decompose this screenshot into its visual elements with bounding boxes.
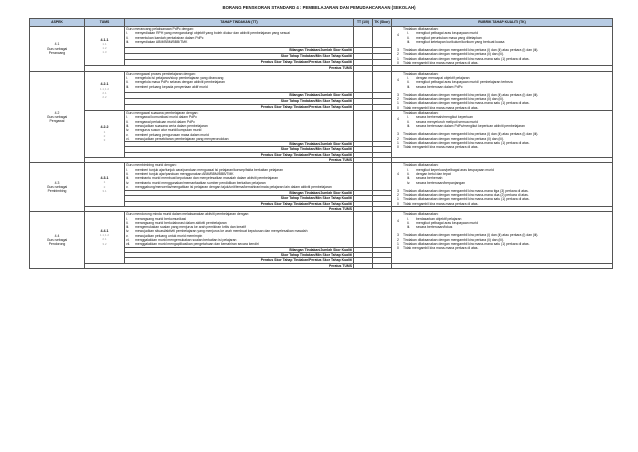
rubric-line — [393, 145, 611, 149]
score-label-bilangan: Bilangan Tindakan/Jumlah Skor Kualiti — [125, 48, 354, 54]
item-text: mewujudkan peluang untuk murid memimpin — [135, 233, 203, 238]
rubric-top — [393, 111, 611, 128]
score-label-bilangan: Bilangan Tindakan/Jumlah Skor Kualiti — [125, 247, 354, 252]
item-text: merangsang murid berkolaborasi dalam aktiviti pembelajaran — [135, 220, 227, 225]
rubric-line-score: 2 — [397, 52, 399, 57]
item-text: menyediakan ABM/BBM/BBB/TMK — [135, 39, 188, 44]
rubric-item-number: iii. — [407, 84, 411, 89]
tindakan-list — [126, 31, 352, 44]
rubric-item — [403, 225, 611, 229]
tums-cell — [85, 71, 125, 110]
item-text: mengelola isi pelajaran/skop pembelajaran yang dirancang — [135, 75, 224, 80]
rubric-line-score: 0 — [397, 61, 399, 66]
tindakan-list — [126, 217, 352, 247]
item-number: iv. — [126, 229, 130, 234]
item-text: mewujudkan persekitaran pembelajaran yang menyeronokkan — [135, 136, 229, 141]
tums-sub: 1.2 — [102, 46, 107, 51]
tindakan-item — [126, 85, 352, 89]
rubric-item-text: dengan betul dan tepat — [416, 171, 451, 176]
rubric-item-text: mengikut keperluan/pelbagai aras keupayaan murid — [416, 167, 494, 172]
score-label-skor: Skor Tahap Tindakan/Min Skor Tahap Kualiti — [125, 147, 354, 152]
rubric-line-score: 1 — [397, 197, 399, 202]
rubric-line-score: 1 — [397, 56, 399, 61]
tindakan-list — [126, 115, 352, 141]
score-label-skor: Skor Tahap Tindakan/Min Skor Tahap Kualiti — [125, 54, 354, 60]
table-row — [30, 111, 613, 142]
rubric-top-body — [403, 163, 611, 184]
aspek-label: 4.2 Guru sebagai Pengawal — [46, 110, 68, 124]
rubric-line-text: Tindakan dilaksanakan dengan mengambil kira perkara (i) dan (ii) atau perkara (i) dan (iii). — [403, 92, 539, 97]
rubric-line-text: Tindakan dilaksanakan dengan mengambil kira perkara (ii) dan (iii). — [403, 52, 504, 57]
rubric-line-score: 0 — [397, 145, 399, 150]
tindakan-intro: Guru mengawal suasana pembelajaran dengan: — [126, 111, 199, 116]
item-number: vi. — [126, 136, 130, 141]
rubric-item-text: mengikut peruntukan masa yang ditetapkan — [416, 35, 482, 40]
score-label-peratus: Peratus Skor Tahap Tindakan/Peratus Skor Tahap Kualiti — [125, 104, 354, 110]
tindakan-intro: Guru merancang pelaksanaan PdPc dengan: — [126, 27, 194, 31]
tindakan-cell — [125, 212, 354, 247]
aspek-cell — [30, 71, 85, 163]
rubric-line-score: 0 — [397, 105, 399, 110]
item-number: iv. — [126, 128, 130, 133]
item-text: membantu murid menggunakan/memanfaatkan sumber pendidikan berkaitan pelajaran — [135, 180, 266, 185]
rubric-line-text: Tidak mengambil kira mana-mana perkara di atas. — [403, 105, 479, 110]
score-label-skor: Skor Tahap Tindakan/Min Skor Tahap Kualiti — [125, 98, 354, 104]
tk-input-cell[interactable] — [373, 111, 392, 142]
rubric-item-number: i. — [407, 31, 409, 36]
tums-cell — [85, 212, 125, 263]
item-text: menggalakkan murid mengaplikasikan pengetahuan dan kemahiran secara kendiri — [135, 242, 259, 247]
item-text: memberi peluang pengurusan masa dalam murid — [135, 132, 209, 137]
tums-sub: 1.1,1.2 — [99, 233, 110, 238]
score-label-bilangan: Bilangan Tindakan/Jumlah Skor Kualiti — [125, 142, 354, 147]
rubric-item-text: mengikut pelbagai aras keupayaan murid — [416, 220, 479, 225]
rubric-sublist — [403, 217, 611, 230]
tt-input-cell[interactable] — [354, 27, 373, 48]
tk-input-cell[interactable] — [373, 27, 392, 48]
rubric-line-score: 3 — [397, 48, 399, 53]
rubric-score-4: 4 — [397, 33, 399, 38]
rubric-item-text: mengikut pelbagai aras keupayaan murid — [416, 31, 479, 36]
tt-input-cell[interactable] — [354, 111, 373, 142]
rubric-line-score: 0 — [397, 246, 399, 251]
score-label-peratus: Peratus Skor Tahap Tindakan/Peratus Skor Tahap Kualiti — [125, 152, 354, 157]
item-text: mengelola masa PdPc selaras dengan aktiviti pembelajaran — [135, 80, 225, 85]
tk-tums-cell[interactable] — [373, 263, 392, 268]
item-number: i. — [126, 75, 128, 80]
item-text: mengemukakan soalan yang menjurus ke arah pemikiran kritis dan kreatif — [135, 225, 246, 230]
tk-input-cell[interactable] — [373, 71, 392, 92]
table-header-row — [30, 19, 613, 27]
tums-sub: 2.1 — [102, 90, 107, 95]
item-text: menggabung/mencerita/mengaitkan isi pelajaran dengan tajuk/unit/tema/kemahiran/mata pelajaran lain dalam aktiviti pembelajaran — [135, 184, 332, 189]
rubric-item-text: secara berhemah — [416, 176, 443, 181]
rubric-line-score: 2 — [397, 97, 399, 102]
tums-cell — [85, 111, 125, 158]
item-number: ii. — [126, 35, 129, 40]
tums-sub: 1 — [103, 180, 106, 185]
rubric-line-text: Tindakan dilaksanakan dengan mengambil kira perkara (ii) dan (iii). — [403, 136, 504, 141]
rubric-item-text: berdasarkan objektif pelajaran — [416, 216, 462, 221]
tums-code: 4.1.1 — [100, 37, 109, 42]
rubric-line — [393, 61, 611, 65]
item-number: iii. — [126, 176, 130, 181]
rubric-line-text: Tindakan dilaksanakan dengan mengambil kira perkara (ii) dan (iii). — [403, 237, 504, 242]
aspek-cell — [30, 163, 85, 212]
rubric-item-number: iii. — [407, 123, 411, 128]
table-row — [30, 71, 613, 92]
tk-input-cell[interactable] — [373, 212, 392, 247]
item-number: ii. — [126, 80, 129, 85]
rubric-intro: Tindakan dilaksanakan: — [403, 71, 439, 76]
rubric-cell — [392, 71, 613, 110]
rubric-item-text: dengan mencapai objektif pelajaran — [416, 75, 470, 80]
score-label-tums: Peratus TUMS — [85, 66, 354, 71]
header-aspek: ASPEK — [30, 19, 85, 27]
rubric-intro: Tindakan dilaksanakan: — [403, 212, 439, 217]
rubric-line-score: 3 — [397, 188, 399, 193]
rubric-score-4: 4 — [397, 117, 399, 122]
score-label-skor: Skor Tahap Tindakan/Min Skor Tahap Kualiti — [125, 252, 354, 257]
tindakan-list — [126, 76, 352, 89]
rubric-item-number: i. — [407, 75, 409, 80]
tums-code: 4.3.1 — [100, 176, 109, 181]
rubric-item-text: secara berterusan dalam PdPc/mengikut keperluan aktiviti pembelajaran — [416, 123, 525, 128]
score-label-peratus: Peratus Skor Tahap Tindakan/Peratus Skor Tahap Kualiti — [125, 201, 354, 206]
rubric-line-text: Tindakan dilaksanakan dengan mengambil kira perkara (ii) dan (iii). — [403, 97, 504, 102]
item-number: i. — [126, 216, 128, 221]
rubric-cell — [392, 163, 613, 207]
item-number: iii. — [126, 123, 130, 128]
item-text: menentukan kaedah pentaksiran dalam PdPc — [135, 35, 204, 40]
tindakan-cell — [125, 71, 354, 92]
rubric-item — [403, 181, 611, 185]
rubric-line-text: Tidak mengambil kira mana-mana perkara di atas. — [403, 145, 479, 150]
score-label-peratus: Peratus Skor Tahap Tindakan/Peratus Skor Tahap Kualiti — [125, 60, 354, 66]
item-number: iii. — [126, 84, 130, 89]
item-text: mewujudkan suasana ceria dalam pembelajaran — [135, 123, 208, 128]
document-title: BORANG PENSKORAN STANDARD 4 : PEMBELAJARAN DAN PEMUDAHCARAAN (SEKOLAH) — [222, 5, 416, 10]
rubric-line-score: 3 — [397, 132, 399, 137]
tindakan-item — [126, 137, 352, 141]
rubric-sublist — [403, 76, 611, 89]
rubric-line — [393, 202, 611, 206]
item-text: membantu murid membuat keputusan dan menyelesaikan masalah dalam aktiviti pembelajaran — [135, 176, 279, 181]
rubric-top-body — [403, 212, 611, 229]
tums-percent-row — [30, 263, 613, 268]
rubric-line-text: Tindakan dilaksanakan dengan mengambil kira mana-mana satu (1) perkara di atas. — [403, 101, 530, 106]
rubric-empty-cell — [392, 263, 613, 268]
rubric-item-number: iii. — [407, 176, 411, 181]
rubric-line-text: Tindakan dilaksanakan dengan mengambil kira mana-mana tiga (3) perkara di atas. — [403, 188, 529, 193]
rubric-top-body — [403, 27, 611, 44]
rubric-top-body — [403, 111, 611, 128]
header-tk: TK (Skor) — [373, 19, 392, 27]
rubric-item — [403, 40, 611, 44]
aspek-label: 4.3 Guru sebagai Pembimbing — [46, 180, 68, 194]
scoring-table — [29, 18, 613, 269]
rubric-line-score: 2 — [397, 193, 399, 198]
rubric-score-4: 4 — [397, 218, 399, 223]
table-row — [30, 212, 613, 247]
tindakan-intro: Guru mengawal proses pembelajaran dengan: — [126, 71, 196, 76]
item-number: v. — [126, 132, 129, 137]
rubric-item-number: iv. — [407, 180, 411, 185]
rubric-top — [393, 27, 611, 44]
header-tahap-tindakan: TAHAP TINDAKAN (TT) — [125, 19, 354, 27]
item-text: menggalakkan murid mengemukakan soalan berkaitan isi pelajaran — [135, 238, 237, 243]
tindakan-item — [126, 40, 352, 44]
table-row — [30, 163, 613, 190]
rubric-top — [393, 72, 611, 89]
rubric-item-number: iii. — [407, 225, 411, 230]
aspek-cell — [30, 212, 85, 269]
rubric-line-score: 0 — [397, 201, 399, 206]
header-tums: TUMS — [85, 19, 125, 27]
item-number: iv. — [126, 180, 130, 185]
rubric-intro: Tindakan dilaksanakan: — [403, 27, 439, 31]
tindakan-intro: Guru mendorong minda murid dalam melaksanakan aktiviti pembelajaran dengan: — [126, 212, 250, 217]
rubric-line-score: 2 — [397, 136, 399, 141]
item-number: iii. — [126, 39, 130, 44]
item-number: iii. — [126, 225, 130, 230]
item-number: v. — [126, 233, 129, 238]
rubric-line-score: 2 — [397, 237, 399, 242]
rubric-item-number: i. — [407, 115, 409, 120]
rubric-intro: Tindakan dilaksanakan: — [403, 163, 439, 168]
tums-sub: 2.2 — [102, 95, 107, 100]
item-number: i. — [126, 167, 128, 172]
rubric-top-body — [403, 72, 611, 89]
item-number: vii. — [126, 242, 131, 247]
tums-code: 4.2.1 — [100, 82, 109, 87]
rubric-line-text: Tidak mengambil kira mana-mana perkara di atas. — [403, 246, 479, 251]
item-number: vi. — [126, 238, 130, 243]
tums-sub: 3.2 — [102, 241, 107, 246]
rubric-line-text: Tindakan dilaksanakan dengan mengambil kira mana-mana satu (1) perkara di atas. — [403, 242, 530, 247]
rubric-line-text: Tindakan dilaksanakan dengan mengambil kira mana-mana dua (2) perkara di atas. — [403, 193, 529, 198]
tums-sub: 1.1 — [102, 41, 107, 46]
item-text: mewujudkan situasi/aktiviti pembelajaran yang menjurus ke arah membuat keputusan dan menyelesaikan masalah — [135, 229, 308, 234]
tindakan-item — [126, 242, 352, 246]
rubric-item-text: secara berterusan/berpanjangan — [416, 180, 466, 185]
rubric-cell — [392, 111, 613, 158]
table-row — [30, 27, 613, 48]
rubric-item-number: ii. — [407, 35, 410, 40]
tindakan-item — [126, 185, 352, 189]
rubric-line-score: 3 — [397, 233, 399, 238]
rubric-item-number: iii. — [407, 39, 411, 44]
rubric-sublist — [403, 168, 611, 185]
tt-input-cell[interactable] — [354, 212, 373, 247]
item-number: ii. — [126, 119, 129, 124]
rubric-line-score: 3 — [397, 92, 399, 97]
score-label-bilangan: Bilangan Tindakan/Jumlah Skor Kualiti — [125, 92, 354, 98]
rubric-sublist — [403, 31, 611, 44]
item-number: ii. — [126, 171, 129, 176]
rubric-cell — [392, 212, 613, 263]
header-tt: TT (1/0) — [354, 19, 373, 27]
rubric-item-number: i. — [407, 167, 409, 172]
score-label-bilangan: Bilangan Tindakan/Jumlah Skor Kualiti — [125, 190, 354, 195]
rubric-line-text: Tindakan dilaksanakan dengan mengambil kira perkara (i) dan (ii) atau perkara (i) dan (iii). — [403, 132, 539, 137]
rubric-item-number: ii. — [407, 119, 410, 124]
rubric-item-number: ii. — [407, 220, 410, 225]
tums-cell — [85, 163, 125, 207]
item-text: menyediakan RPH yang mengandungi objektif yang boleh diukur dan aktiviti pembelajaran yang sesuai — [135, 31, 290, 36]
score-label-tums: Peratus TUMS — [85, 158, 354, 163]
tums-sub: 2.1 — [102, 237, 107, 242]
table-body — [30, 27, 613, 269]
rubric-sublist — [403, 115, 611, 128]
rubric-item — [403, 85, 611, 89]
item-text: mengawal perlakuan murid dalam PdPc — [135, 119, 195, 124]
rubric-cell — [392, 27, 613, 66]
item-number: i. — [126, 31, 128, 36]
tindakan-intro: Guru membimbing murid dengan: — [126, 163, 177, 168]
rubric-line-text: Tindakan dilaksanakan dengan mengambil kira perkara (i) dan (ii) atau perkara (i) dan (iii). — [403, 233, 539, 238]
item-text: merangsang murid berkomunikasi — [135, 216, 187, 221]
tums-sub: 1.1,1.2 — [99, 86, 110, 91]
tt-input-cell[interactable] — [354, 71, 373, 92]
tindakan-cell — [125, 27, 354, 48]
rubric-item-text: secara berterusan/fokus — [416, 225, 453, 230]
aspek-label: 4.1 Guru sebagai Perancang — [46, 42, 68, 55]
item-text: mengurus susun atur murid/kumpulan murid — [135, 128, 202, 133]
item-number: ii. — [126, 220, 129, 225]
aspek-cell — [30, 27, 85, 72]
rubric-item-number: ii. — [407, 80, 410, 85]
rubric-score-4: 4 — [397, 78, 399, 83]
item-text: mengawal komunikasi murid dalam PdPc — [135, 115, 197, 120]
rubric-item-text: secara menyeluruh meliputi semua murid — [416, 119, 478, 124]
tindakan-cell — [125, 163, 354, 190]
rubric-line — [393, 106, 611, 110]
tums-sub: 2 — [103, 184, 106, 189]
header-rubrik: RUBRIK TAHAP KUALITI (TK) — [392, 19, 613, 27]
aspek-label: 4.4 Guru sebagai Pendorong — [46, 233, 68, 247]
rubric-score-4: 4 — [397, 171, 399, 176]
item-number: i. — [126, 115, 128, 120]
item-text: memberi tunjuk ajar/tunjuk cara/panduan menguasai isi pelajaran/konsep/fakta berkaitan pelajaran — [135, 167, 283, 172]
tums-sub: 2 — [103, 134, 106, 139]
score-label-tums: Peratus TUMS — [85, 206, 354, 211]
rubric-item — [403, 124, 611, 128]
score-label-skor: Skor Tahap Tindakan/Min Skor Tahap Kualiti — [125, 196, 354, 201]
rubric-line-text: Tindakan dilaksanakan dengan mengambil kira mana-mana satu (1) perkara di atas. — [403, 140, 530, 145]
tums-cell — [85, 27, 125, 66]
tums-code: 4.4.1 — [100, 228, 109, 233]
rubric-intro: Tindakan dilaksanakan: — [403, 111, 439, 116]
tt-input-cell[interactable] — [354, 163, 373, 190]
rubric-item-text: secara berhemah/mengikut keperluan — [416, 115, 473, 120]
tums-sub: 1.3 — [102, 50, 107, 55]
rubric-item-number: ii. — [407, 171, 410, 176]
item-text: memberi tunjuk ajar/panduan menggunakan ABM/BBM/BBB/TMK — [135, 171, 234, 176]
item-text: memberi peluang kepada penyertaan aktif murid — [135, 84, 208, 89]
score-label-peratus: Peratus Skor Tahap Tindakan/Peratus Skor Tahap Kualiti — [125, 258, 354, 263]
rubric-line-text: Tindakan dilaksanakan dengan mengambil kira mana-mana satu (1) perkara di atas. — [403, 56, 530, 61]
rubric-item-text: mengikut pelbagai aras keupayaan murid/ pembelajaran terbeza — [416, 80, 513, 85]
score-label-tums: Peratus TUMS — [85, 263, 354, 268]
item-number: v. — [126, 184, 129, 189]
rubric-top — [393, 212, 611, 229]
tums-sub: 3 — [103, 138, 106, 143]
rubric-line-text: Tidak mengambil kira mana-mana perkara di atas. — [403, 201, 479, 206]
rubric-line-score: 1 — [397, 101, 399, 106]
rubric-line-text: Tidak mengambil kira mana-mana perkara di atas. — [403, 61, 479, 66]
tt-tums-cell[interactable] — [354, 263, 373, 268]
rubric-item-number: i. — [407, 216, 409, 221]
rubric-line-score: 1 — [397, 140, 399, 145]
tums-code: 4.2.2 — [100, 125, 109, 130]
tindakan-cell — [125, 111, 354, 142]
tums-sub: 1 — [103, 129, 106, 134]
rubric-top — [393, 163, 611, 184]
tindakan-list — [126, 168, 352, 189]
rubric-line-text: Tindakan dilaksanakan dengan mengambil kira perkara (i) dan (ii) atau perkara (i) dan (iii). — [403, 48, 539, 53]
rubric-line-text: Tindakan dilaksanakan dengan mengambil kira mana-mana satu (1) perkara di atas. — [403, 197, 530, 202]
rubric-item-text: mengikut ketetapan kurikulum/korikum yang berkuat kuasa — [416, 39, 505, 44]
rubric-line-score: 1 — [397, 242, 399, 247]
tums-sub: 3.1 — [102, 188, 107, 193]
tk-input-cell[interactable] — [373, 163, 392, 190]
rubric-line — [393, 246, 611, 250]
rubric-item-text: secara berterusan dalam PdPc — [416, 84, 463, 89]
